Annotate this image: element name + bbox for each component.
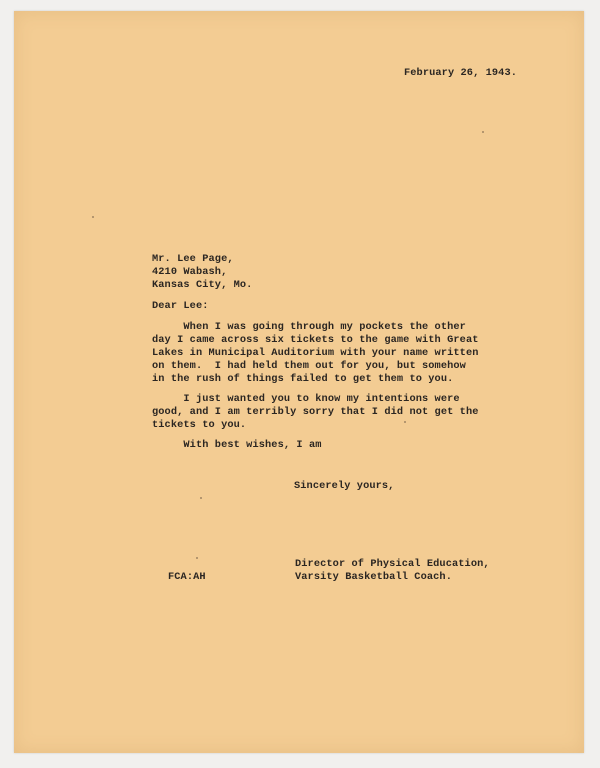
- paragraph-1-line: on them. I had held them out for you, but somehow: [152, 360, 466, 372]
- recipient-street: 4210 Wabash,: [152, 266, 228, 278]
- letter-date: February 26, 1943.: [404, 67, 518, 79]
- closing: Sincerely yours,: [294, 480, 395, 492]
- signature-title-line: Varsity Basketball Coach.: [295, 571, 452, 583]
- paragraph-2-line: I just wanted you to know my intentions were: [152, 393, 460, 405]
- signature-title-line: Director of Physical Education,: [295, 558, 490, 570]
- paragraph-1-line: day I came across six tickets to the game with Great: [152, 334, 479, 346]
- paper-speck: [92, 216, 94, 218]
- paragraph-2-line: good, and I am terribly sorry that I did not get the: [152, 406, 479, 418]
- paragraph-3: With best wishes, I am: [152, 439, 322, 451]
- paragraph-1-line: When I was going through my pockets the other: [152, 321, 466, 333]
- paragraph-1-line: in the rush of things failed to get them to you.: [152, 373, 454, 385]
- salutation: Dear Lee:: [152, 300, 209, 312]
- paper-speck: [200, 497, 202, 499]
- paragraph-1-line: Lakes in Municipal Auditorium with your name written: [152, 347, 479, 359]
- reference-initials: FCA:AH: [168, 571, 206, 583]
- paper-speck: [482, 131, 484, 133]
- paper-speck: [404, 421, 406, 423]
- recipient-name: Mr. Lee Page,: [152, 253, 234, 265]
- recipient-city: Kansas City, Mo.: [152, 279, 253, 291]
- paper-speck: [196, 557, 198, 559]
- paragraph-2-line: tickets to you.: [152, 419, 247, 431]
